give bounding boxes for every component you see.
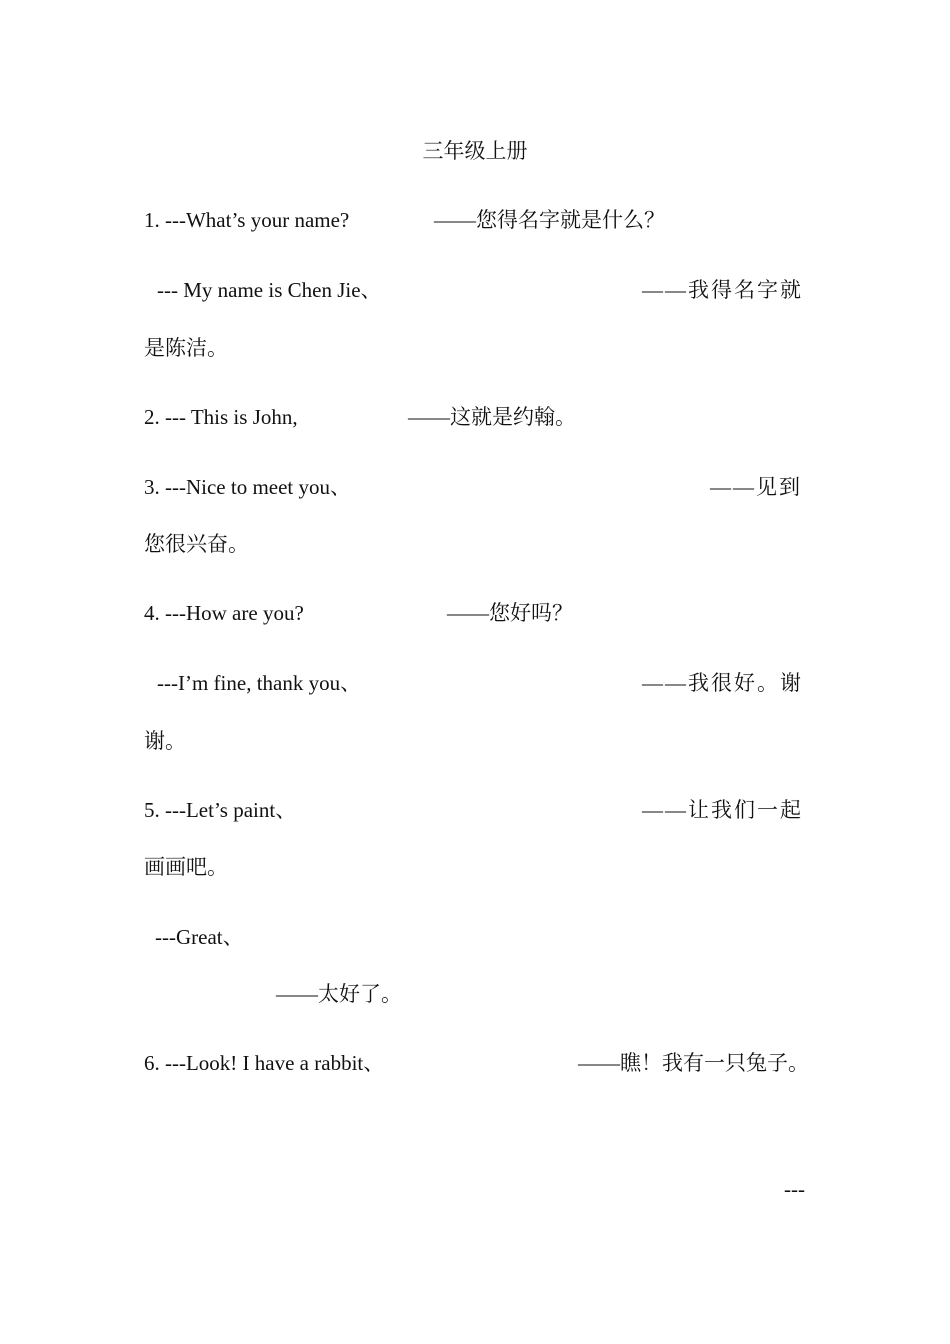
line-3-english: 3. ---Nice to meet you、 xyxy=(144,475,352,499)
line-5-chinese-part1: ——让我们一起 xyxy=(642,798,803,822)
line-5-chinese-part2: 画画吧。 xyxy=(144,855,228,879)
line-1-english: 1. ---What’s your name? xyxy=(144,208,350,232)
line-1b-english: --- My name is Chen Jie、 xyxy=(157,278,382,302)
line-4b-english: ---I’m fine, thank you、 xyxy=(157,671,362,695)
line-4b-chinese-part2: 谢。 xyxy=(144,729,186,753)
line-6-chinese: ——瞧！我有一只兔子。 xyxy=(578,1051,809,1075)
line-1b-chinese-part1: ——我得名字就 xyxy=(642,278,803,302)
line-1b-chinese-part2: 是陈洁。 xyxy=(144,336,228,360)
line-3-chinese-part2: 您很兴奋。 xyxy=(144,532,249,556)
page-title: 三年级上册 xyxy=(422,139,528,163)
line-3-chinese-part1: ——见到 xyxy=(710,475,802,499)
line-2-chinese: ——这就是约翰。 xyxy=(408,405,576,429)
line-5-english: 5. ---Let’s paint、 xyxy=(144,798,297,822)
line-6-english: 6. ---Look! I have a rabbit、 xyxy=(144,1051,385,1075)
line-4b-chinese-part1: ——我很好。谢 xyxy=(642,671,803,695)
line-4-english: 4. ---How are you? xyxy=(144,601,304,625)
line-2-english: 2. --- This is John, xyxy=(144,405,298,429)
line-4-chinese: ——您好吗？ xyxy=(447,601,573,625)
line-1-chinese: ——您得名字就是什么？ xyxy=(434,208,665,232)
line-5b-english: ---Great、 xyxy=(155,925,244,949)
trailing-dashes: --- xyxy=(784,1177,805,1201)
line-5b-chinese: ——太好了。 xyxy=(276,982,402,1006)
